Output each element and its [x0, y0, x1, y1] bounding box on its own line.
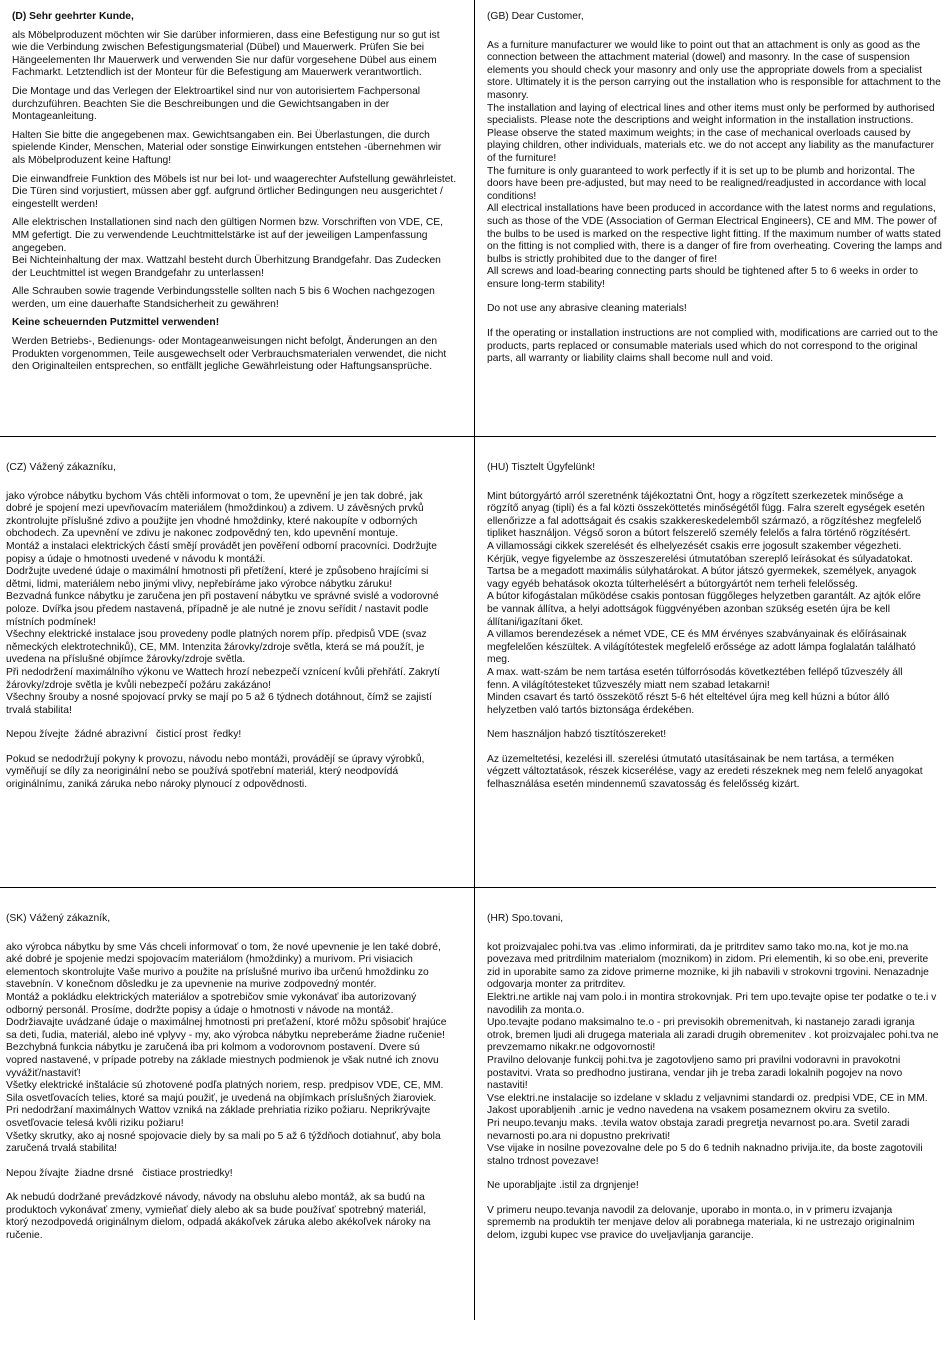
section-title: (HR) Spo.tovani,	[487, 913, 564, 924]
paragraph: Die einwandfreie Funktion des Möbels ist nur bei lot- und waagerechter Aufstellung gewährleistet. Die Türen sind vorjustiert, müssen aber ggf. aufgrund örtlicher Bedingungen neu ausgerichtet / eingestellt werden!	[12, 173, 457, 210]
warranty-paragraph: Pokud se nedodržují pokyny k provozu, návodu nebo montáži, provádějí se úpravy výrobků, vyměňují se díly za neoriginální nebo se používá spotřební materiál, který neodpovídá originálnímu, zaniká záruka nebo nároky plynoucí z odpovědnosti.	[6, 753, 425, 791]
section-title: (CZ) Vážený zákazníku,	[6, 462, 116, 473]
paragraph: Die Montage und das Verlegen der Elektroartikel sind nur von autorisiertem Fachpersonal durchzuführen. Beachten Sie die Beschreibungen und die Gewichtsangaben in der Montageanleitung.	[12, 85, 421, 123]
cleaning-warning: Do not use any abrasive cleaning materials!	[487, 303, 687, 315]
horizontal-divider-top	[0, 436, 936, 437]
paragraph: als Möbelproduzent möchten wir Sie darüber informieren, dass eine Befestigung nur so gut ist wie die Verbindung zwischen Befestigungsmaterial (Dübel) und Mauerwerk. Prüfen Sie bei Hängeelementen Ihr Mauerwerk und verwenden Sie nur dafür vorgesehene Dübel aus einem Fachmarkt. Letztendlich ist der Monteur für die Befestigung am Mauerwerk verantwortlich.	[12, 29, 440, 79]
section-sk	[6, 913, 451, 1249]
section-title: (HU) Tisztelt Ügyfelünk!	[487, 462, 596, 473]
paragraph: Halten Sie bitte die angegebenen max. Gewichtsangaben ein. Bei Überlastungen, die durch spielende Kinder, Menschen, Material oder sonstige Einwirkungen entstehen -übernehmen wir als Möbelproduzent keine Haftung!	[12, 129, 442, 166]
section-de	[12, 11, 457, 380]
section-cz	[6, 462, 451, 798]
body-text: Mint bútorgyártó arról szeretnénk tájékoztatni Önt, hogy a rögzített szerkezetek minősége a rögzítő anyag (tipli) és a fal közti összeköttetés minőségétől függ. Falra szerelt egységek esetén ellenőrizze a fal adottságait és csakis szakkereskedelemből származó, a rögzítéshez megfelelő tipliket használjon. Végső soron a bútort felszerelő személy felelős a falra történő rögzítésért. A villamossági cikkek szerelését és elhelyezését csakis erre jogosult szakember végezheti. Kérjük, vegye figyelembe az összeszerelési útmutatóban szereplő leírásokat és súlyadatokat. Tartsa be a megadott maximális súlyhatárokat. A bútor játszó gyermekek, személyek, anyagok vagy egyéb behatások okozta túlterhelésért a bútorgyártót nem terheli felelősség. A bútor kifogástalan működése csakis pontosan függőleges helyzetben garantált. Az ajtók előre be vannak állítva, a helyi adottságok függvényében azonban szükség esetén újra be kell állítani/igazítani őket. A villamos berendezések a német VDE, CE és MM érvényes szabványainak és előírásainak megfelelően készültek. A világítótestek megfelelő erőssége az adott lámpa foglalatán található meg. A max. watt-szám be nem tartása esetén túlforrósodás következtében fellépő tűzveszély áll fenn. A világítótesteket tűzveszély miatt nem szabad letakarni! Minden csavart és tartó összekötő részt 5-6 hét elteltével újra meg kell húzni a bútor álló helyzetben való tartós biztonsága érdekében.	[487, 490, 925, 716]
cleaning-warning: Keine scheuernden Putzmittel verwenden!	[12, 317, 220, 329]
paragraph: Alle Schrauben sowie tragende Verbindungsstelle sollten nach 5 bis 6 Wochen nachgezogen werden, um eine dauerhafte Standsicherheit zu gewähren!	[12, 286, 435, 310]
section-hu	[487, 462, 927, 798]
warranty-paragraph: Az üzemeltetési, kezelési ill. szerelési útmutató utasításainak be nem tartása, a terméken végzett változtatások, részek kicserélése, vagy az eredeti részeknek meg nem felelő anyagokat felhasználása esetén mindennemű szavatosság és felelősség kizárt.	[487, 753, 923, 791]
cleaning-warning: Ne uporabljajte .istil za drgnjenje!	[487, 1180, 639, 1192]
warranty-paragraph: Werden Betriebs-, Bedienungs- oder Montageanweisungen nicht befolgt, Änderungen an den Produkten vorgenommen, Teile ausgewechselt oder Verbrauchsmaterialen verwendet, die nicht den Originalteilen entsprechen, so entfällt jegliche Gewährleistung oder Haftungsansprüche.	[12, 336, 447, 373]
section-title: (GB) Dear Customer,	[487, 11, 584, 22]
body-text: ako výrobca nábytku by sme Vás chceli informovať o tom, že nové upevnenie je len také dobré, aké dobré je spojenie medzi spojovacím materiálom (hmoždinky) a murivom. Pri visiacich elementoch skontrolujte Vaše murivo a použite na príslušné murivo iba určenú hmoždinku zo stavebnín. V konečnom dôsledku je za upevnenie na murive zodpovedný montér. Montáž a pokládku elektrických materiálov a spotrebičov smie vykonávať iba autorizovaný odborný personál. Prosíme, dodržte popisy a údaje o hmotnosti v návode na montáž. Dodržiavajte uvádzané údaje o maximálnej hmotnosti pri preťažení, ktoré môžu spôsobiť hrajúce sa deti, ľudia, materiál, alebo iné vplyvy - my, ako výrobca nábytku nepreberáme žiadne ručenie! Bezchybná funkcia nábytku je zaručená iba pri kolmom a vodorovnom postavení. Dvere sú vopred nastavené, v prípade potreby na základe miestnych podmienok je však nutné ich znovu vyvážiť/nastaviť! Všetky elektrické inštalácie sú zhotovené podľa platných noriem, resp. predpisov VDE, CE, MM. Sila osvetľovacích telies, ktoré sa majú použiť, je uvedená na objímkach príslušných žiaroviek. Pri nedodržaní maximálnych Wattov vzniká na základe prehriatia riziko požiaru. Neprikrývajte osvetľovacie telesá kvôli riziku požiaru! Všetky skrutky, ako aj nosné spojovacie diely by sa mali po 5 až 6 týždňoch dotiahnuť, aby bola zaručená trvalá stabilita!	[6, 941, 447, 1155]
body-text: As a furniture manufacturer we would like to point out that an attachment is only as good as the connection between the attachment material (dowel) and masonry. In the case of suspension elements you should check your masonry and only use the appropriate dowels from a specialist store. Ultimately it is the person carrying out the installation who is responsible for attachment to the masonry. The installation and laying of electrical lines and other items must only be performed by authorised specialists. Please note the descriptions and weight information in the installation instructions. Please observe the stated maximum weights; in the case of mechanical overloads caused by playing children, other individuals, materials etc. we do not accept any liability as the manufacturer of the furniture! The furniture is only guaranteed to work perfectly if it is set up to be plumb and horizontal. The doors have been pre-adjusted, but may need to be realigned/readjusted in accordance with local conditions! All electrical installations have been produced in accordance with the latest norms and regulations, such as those of the VDE (Association of German Electrical Engineers), CE and MM. The power of the bulbs to be used is marked on the respective light fitting. If the maximum number of watts stated on the fitting is not complied with, there is a danger of fire from overheating. Covering the lamps and bulbs is strictly prohibited due to the danger of fire! All screws and load-bearing connecting parts should be tightened after 5 to 6 weeks in order to ensure long-term stability!	[487, 39, 943, 290]
warranty-paragraph: If the operating or installation instructions are not complied with, modifications are carried out to the products, parts replaced or consumable materials used which do not correspond to the original parts, all warranty or liability claims shall become null and void.	[487, 328, 939, 365]
vertical-divider	[474, 0, 475, 1320]
body-text: kot proizvajalec pohi.tva vas .elimo informirati, da je pritrditev samo tako mo.na, kot je mo.na povezava med pritrdilnim materialom (moznikom) in zidom. Pri elementih, ki so obe.eni, preverite zid in uporabite samo za zidove primerne moznike, ki jih nabavili v strokovni trgovini. Nenazadnje odgovarja monter za pritrditev. Elektri.ne artikle naj vam polo.i in montira strokovnjak. Pri tem upo.tevajte opise ter podatke o te.i v navodilih za monta.o. Upo.tevajte podano maksimalno te.o - pri previsokih obremenitvah, ki nastanejo zaradi igranja otrok, bremen ljudi ali drugega materiala ali zaradi drugih obremenitev . kot proizvajalec pohi.tva ne prevzemamo nikakr.ne odgovornosti! Pravilno delovanje funkcij pohi.tva je zagotovljeno samo pri pravilni vodoravni in pravokotni postavitvi. Vrata so predhodno justirana, vendar jih je treba zaradi lokalnih pogojev na novo nastaviti! Vse elektri.ne instalacije so izdelane v skladu z veljavnimi standardi oz. predpisi VDE, CE in MM. Jakost uporabljenih .arnic je vedno navedena na vsakem posameznem okviru za svetilo. Pri neupo.tevanju maks. .tevila watov obstaja zaradi pregretja nevarnost po.ara. Svetil zaradi nevarnosti po.ara ni dopustno prekrivati! Vse vijake in nosilne povezovalne dele po 5 do 6 tednih naknadno privija.ite, da boste zagotovili stalno trdnost povezave!	[487, 941, 939, 1167]
section-title: (SK) Vážený zákazník,	[6, 913, 111, 924]
cleaning-warning: Nem használjon habzó tisztítószereket!	[487, 729, 667, 741]
paragraph: Alle elektrischen Installationen sind nach den gültigen Normen bzw. Vorschriften von VDE, CE, MM gefertigt. Die zu verwendende Leuchtmittelstärke ist auf der jeweiligen Lampenfassung angegeben. Bei Nichteinhaltung der max. Wattzahl besteht durch Überhitzung Brandgefahr. Das Zudecken der Leuchtmittel ist wegen Brandgefahr zu unterlassen!	[12, 217, 443, 279]
horizontal-divider-bottom	[0, 887, 936, 888]
section-title: (D) Sehr geehrter Kunde,	[12, 11, 134, 22]
section-hr	[487, 913, 943, 1249]
section-gb	[487, 11, 943, 372]
warranty-paragraph: V primeru neupo.tevanja navodil za delovanje, uporabo in monta.o, in v primeru izvajanja sprememb na produktih ter menjave delov ali porabnega materiala, ki ne ustrezajo originalnim delom, izgubi kupec vse pravice do uveljavljanja garancije.	[487, 1204, 915, 1242]
cleaning-warning: Nepou žívejte žádné abrazivní čisticí prost ředky!	[6, 729, 242, 741]
cleaning-warning: Nepou žívajte žiadne drsné čistiace prostriedky!	[6, 1167, 233, 1179]
body-text: jako výrobce nábytku bychom Vás chtěli informovat o tom, že upevnění je jen tak dobré, jak dobré je spojení mezi upevňovacím materiálem (hmoždinkou) a zdivem. U závěsných prvků zkontrolujte příslušné zdivo a použijte jen vhodné hmoždinky, které nakoupíte v odborných obchodech. Za upevnění ve zdivu je nakonec zodpovědný ten, kdo upevnění montuje. Montáž a instalaci elektrických částí smějí provádět jen pověření odborní pracovníci. Dodržujte popisy a údaje o hmotnosti uvedené v návodu k montáži. Dodržujte uvedené údaje o maximální hmotnosti při přetížení, které je způsobeno hrajícími si dětmi, lidmi, materiálem nebo jinými vlivy, nepřebíráme jako výrobce nábytku záruku! Bezvadná funkce nábytku je zaručena jen při postavení nábytku ve správné svislé a vodorovné poloze. Dvířka jsou předem nastavená, případně je ale nutné je znovu seřídit / nastavit podle místních podmínek! Všechny elektrické instalace jsou provedeny podle platných norem příp. předpisů VDE (svaz německých elektrotechniků), CE, MM. Intenzita žárovky/zdroje světla, která se má použít, je uvedena na příslušné objímce žárovky/zdroje světla. Při nedodržení maximálního výkonu ve Wattech hrozí nebezpečí vznícení kvůli přehřátí. Zakrytí žárovky/zdroje světla je kvůli nebezpečí požáru zakázáno! Všechny šrouby a nosné spojovací prvky se mají po 5 až 6 týdnech dotáhnout, čímž se zajistí trvalá stabilita!	[6, 490, 441, 716]
warranty-paragraph: Ak nebudú dodržané prevádzkové návody, návody na obsluhu alebo montáž, ak sa budú na produktoch vykonávať zmeny, vymieňať diely alebo ak sa bude používať spotrebný materiál, ktorý nezodpovedá originálnym dielom, odpadá akákoľvek záruka alebo akékoľvek nároky na ručenie.	[6, 1192, 431, 1242]
